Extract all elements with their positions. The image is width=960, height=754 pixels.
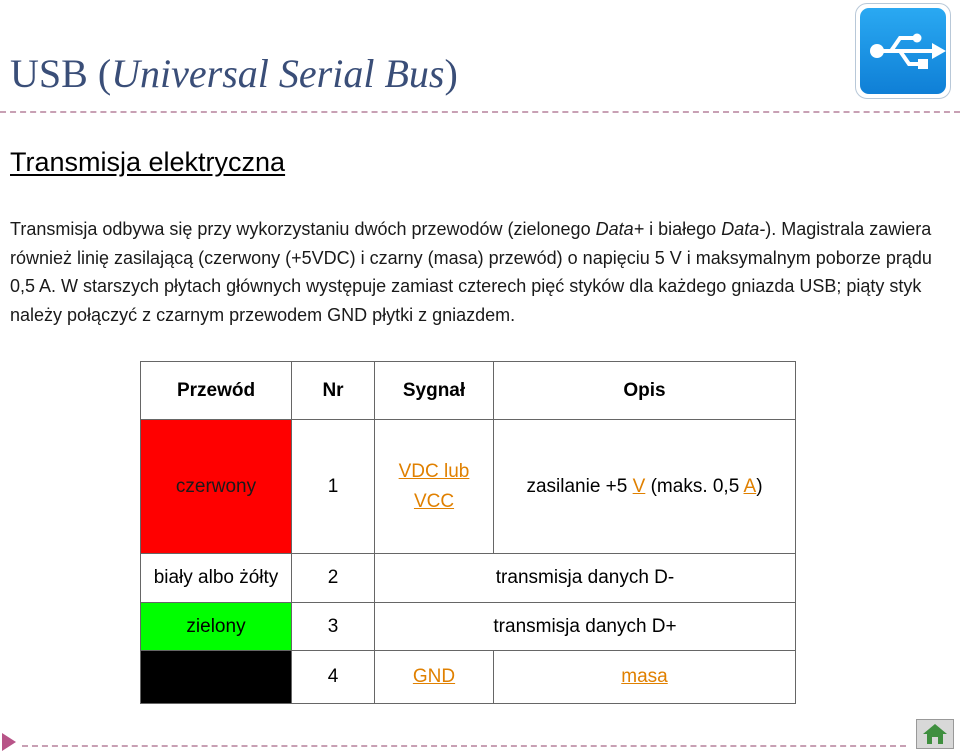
wire-cell-black bbox=[141, 651, 292, 704]
data-minus-term: Data- bbox=[721, 219, 766, 239]
desc-cell: transmisja danych D+ bbox=[375, 603, 796, 651]
table-header-row bbox=[141, 362, 796, 420]
vdc-link[interactable]: VDC lub VCC bbox=[398, 460, 470, 512]
wire-cell-red: czerwony bbox=[141, 420, 292, 554]
masa-link[interactable]: masa bbox=[621, 666, 668, 687]
title-divider bbox=[0, 111, 960, 113]
usb-pinout-table bbox=[140, 361, 796, 704]
wire-cell-white: biały albo żółty bbox=[141, 554, 292, 603]
desc-pre: zasilanie +5 bbox=[526, 475, 633, 497]
paragraph-s1-pre: Transmisja odbywa się przy wykorzystaniu dwóch przewodów (zielonego bbox=[10, 219, 596, 239]
paragraph-s2: Magistrala zawiera również linię zasilającą (czerwony (+5VDC) i czarny (masa) przewód) o napięciu 5 V i maksymalnym poborze prądu 0,5 A. W starszych płytach głównych występuje zamiast czterech pięć styków dla każdego gniazda USB; piąty styk należy połączyć z czarnym przewodem GND płytki z gniazdem. bbox=[10, 219, 932, 325]
header-przewod: Przewód bbox=[141, 362, 292, 420]
page-title bbox=[10, 50, 458, 97]
ampere-link[interactable]: A bbox=[743, 475, 757, 497]
description-paragraph bbox=[10, 215, 940, 329]
table-row bbox=[141, 603, 796, 651]
nr-cell: 1 bbox=[292, 420, 375, 554]
table-row bbox=[141, 420, 796, 554]
wire-cell-green: zielony bbox=[141, 603, 292, 651]
title-suffix: ) bbox=[444, 51, 458, 96]
footer-divider bbox=[22, 745, 906, 747]
data-plus-term: Data+ bbox=[595, 219, 645, 239]
desc-cell bbox=[494, 420, 796, 554]
bullet-arrow-icon bbox=[2, 733, 16, 751]
header-nr: Nr bbox=[292, 362, 375, 420]
signal-cell bbox=[375, 651, 494, 704]
title-prefix: USB ( bbox=[10, 51, 112, 96]
paragraph-s1-post: ). bbox=[765, 219, 777, 239]
table-row bbox=[141, 651, 796, 704]
signal-cell bbox=[375, 420, 494, 554]
nr-cell: 3 bbox=[292, 603, 375, 651]
gnd-link[interactable]: GND bbox=[412, 666, 456, 687]
volt-link[interactable]: V bbox=[632, 475, 646, 497]
paragraph-s1-mid: i białego bbox=[644, 219, 722, 239]
desc-cell: transmisja danych D- bbox=[375, 554, 796, 603]
usb-logo-icon bbox=[855, 3, 951, 99]
header-sygnal: Sygnał bbox=[375, 362, 494, 420]
title-italic: Universal Serial Bus bbox=[111, 51, 445, 96]
desc-post: ) bbox=[756, 475, 763, 497]
table-row bbox=[141, 554, 796, 603]
desc-mid: (maks. 0,5 bbox=[645, 475, 744, 497]
nr-cell: 2 bbox=[292, 554, 375, 603]
home-nav-icon[interactable] bbox=[916, 719, 954, 749]
header-opis: Opis bbox=[494, 362, 796, 420]
section-subtitle: Transmisja elektryczna bbox=[10, 147, 286, 177]
nr-cell: 4 bbox=[292, 651, 375, 704]
desc-cell bbox=[494, 651, 796, 704]
